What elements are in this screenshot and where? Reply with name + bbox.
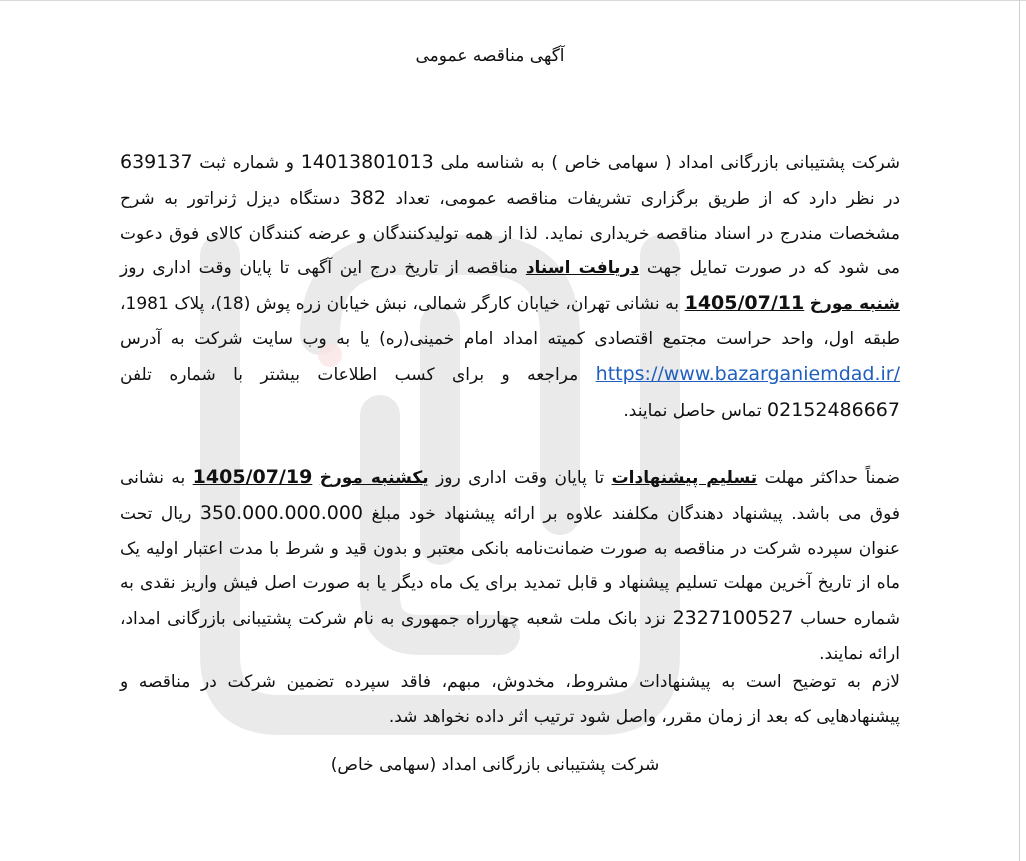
receive-documents-label: دریافت اسناد xyxy=(525,258,640,279)
p2-text-1: ضمناً حداکثر مهلت xyxy=(764,468,901,488)
p1-text-8: تماس حاصل نمایند. xyxy=(623,400,762,421)
notice-title: آگهی مناقصه عمومی xyxy=(415,46,565,66)
signature-line: شرکت پشتیبانی بازرگانی امداد (سهامی خاص) xyxy=(330,755,660,775)
deposit-amount: 350.000.000.000 xyxy=(199,501,364,524)
account-number: 2327100527 xyxy=(672,607,794,630)
p1-text-1: شرکت پشتیبانی بازرگانی امداد ( سهامی خاص ) به شناسه ملی xyxy=(440,153,901,173)
deadline-day-2: یکشنبه مورخ xyxy=(319,468,429,488)
registration-number: 639137 xyxy=(120,151,193,173)
deadline-day-1: شنبه مورخ xyxy=(809,294,900,315)
deadline-date-2: 1405/07/19 xyxy=(192,466,313,488)
page-top-edge xyxy=(0,0,1026,1)
p1-text-3: در نظر دارد که از طریق برگزاری تشریفات مناقصه عمومی، تعداد xyxy=(395,188,901,209)
deadline-date-1: 1405/07/11 xyxy=(684,292,805,315)
p2-text-2: تا پایان وقت اداری روز xyxy=(436,468,605,488)
phone-number: 02152486667 xyxy=(767,398,900,421)
quantity: 382 xyxy=(349,186,386,209)
page-right-edge xyxy=(1019,0,1020,861)
p2-text-3: به نشانی فوق می باشد. پیشنهاد دهندگان مکلفند علاوه بر ارائه پیشنهاد خود مبلغ xyxy=(120,468,901,524)
p2-text-5: نزد بانک ملت شعبه چهارراه جمهوری به نام شرکت پشتیبانی بازرگانی امداد، ارائه نمایند. xyxy=(120,609,900,664)
p1-text-2: و شماره ثبت xyxy=(199,153,294,173)
p2-text-4: ریال تحت عنوان سپرده شرکت در مناقصه به صورت ضمانت‌نامه بانکی معتبر و بدون قید و شرط با مدت اعتبار اولیه یک ماه از تاریخ آخرین مهلت تسلیم پیشنهاد و قابل تمدید برای یک ماه دیگر یا به صورت اصل فیش واریز نقدی به شماره حساب xyxy=(120,503,900,630)
paragraph-invitation xyxy=(120,145,900,428)
p1-text-5: مناقصه از تاریخ درج این آگهی تا پایان وقت اداری روز xyxy=(120,258,519,279)
p1-text-4: دستگاه دیزل ژنراتور به شرح مشخصات مندرج در اسناد مناقصه خریداری نماید. لذا از همه تولیدکنندگان و عرضه کنندگان کالای فوق دعوت می شود که در صورت تمایل جهت xyxy=(120,188,901,279)
paragraph-conditions: لازم به توضیح است به پیشنهادات مشروط، مخدوش، مبهم، فاقد سپرده تضمین شرکت در مناقصه و پیشنهادهایی که بعد از زمان مقرر، واصل شود ترتیب اثر داده نخواهد شد. xyxy=(120,672,900,727)
paragraph-submission xyxy=(120,460,900,672)
p1-text-7: مراجعه و برای کسب اطلاعات بیشتر با شماره تلفن xyxy=(120,364,579,385)
website-link[interactable]: https://www.bazarganiemdad.ir/ xyxy=(595,362,900,385)
national-id: 14013801013 xyxy=(300,151,434,173)
p1-text-6: به نشانی تهران، خیابان کارگر شمالی، نبش خیابان زره پوش (18)، پلاک 1981، طبقه اول، واحد حراست مجتمع اقتصادی کمیته امداد امام خمینی(ره) یا به وب سایت شرکت به آدرس xyxy=(120,294,900,349)
submit-proposals-label: تسلیم پیشنهادات xyxy=(611,468,758,488)
